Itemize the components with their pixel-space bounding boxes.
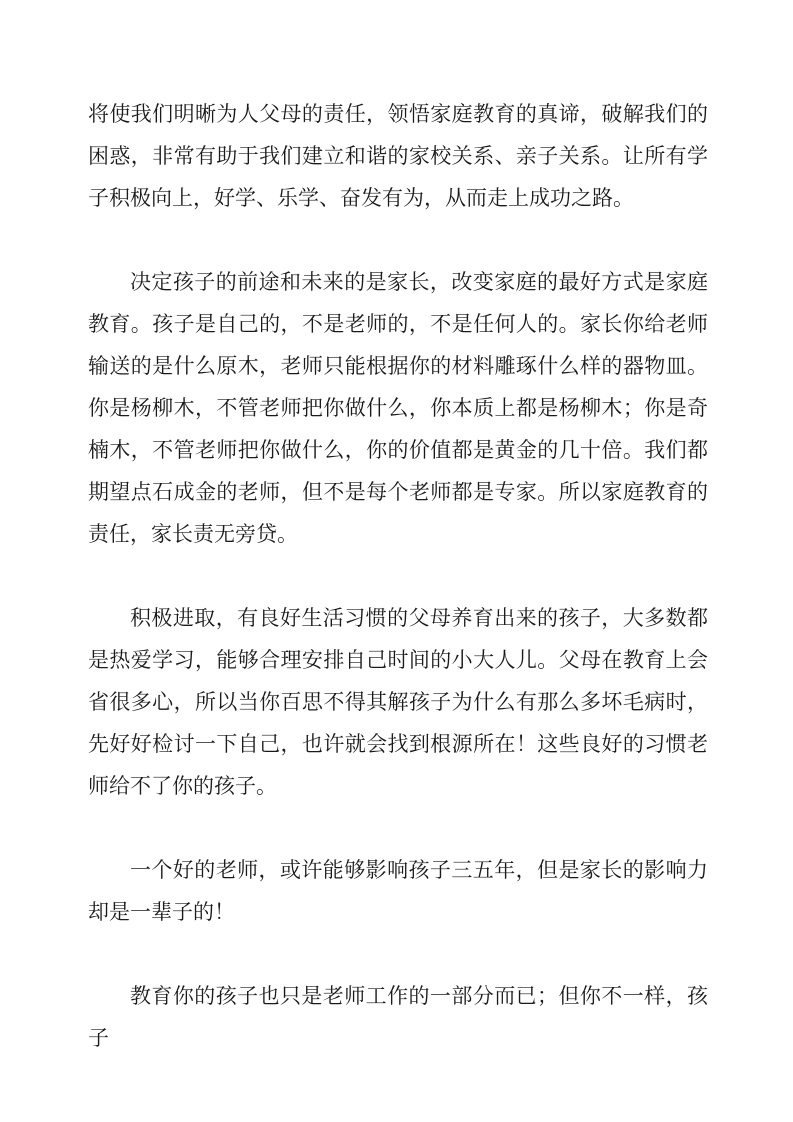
- paragraph-3: 积极进取，有良好生活习惯的父母养育出来的孩子，大多数都是热爱学习，能够合理安排自己时间的小大人儿。父母在教育上会省很多心，所以当你百思不得其解孩子为什么有那么多坏毛病时，先好好检讨一下自己，也许就会找到根源所在！这些良好的习惯老师给不了你的孩子。: [88, 606, 708, 798]
- paragraph-1: 将使我们明晰为人父母的责任，领悟家庭教育的真谛，破解我们的困惑，非常有助于我们建立和谐的家校关系、亲子关系。让所有学子积极向上，好学、乐学、奋发有为，从而走上成功之路。: [88, 102, 708, 210]
- paragraph-5: 教育你的孩子也只是老师工作的一部分而已；但你不一样，孩子: [88, 984, 708, 1050]
- paragraph-2: 决定孩子的前途和未来的是家长，改变家庭的最好方式是家庭教育。孩子是自己的，不是老师的，不是任何人的。家长你给老师输送的是什么原木，老师只能根据你的材料雕琢什么样的器物皿。你是杨柳木，不管老师把你做什么，你本质上都是杨柳木；你是奇楠木，不管老师把你做什么，你的价值都是黄金的几十倍。我们都期望点石成金的老师，但不是每个老师都是专家。所以家庭教育的责任，家长责无旁贷。: [88, 270, 708, 546]
- paragraph-4: 一个好的老师，或许能够影响孩子三五年，但是家长的影响力却是一辈子的！: [88, 858, 708, 924]
